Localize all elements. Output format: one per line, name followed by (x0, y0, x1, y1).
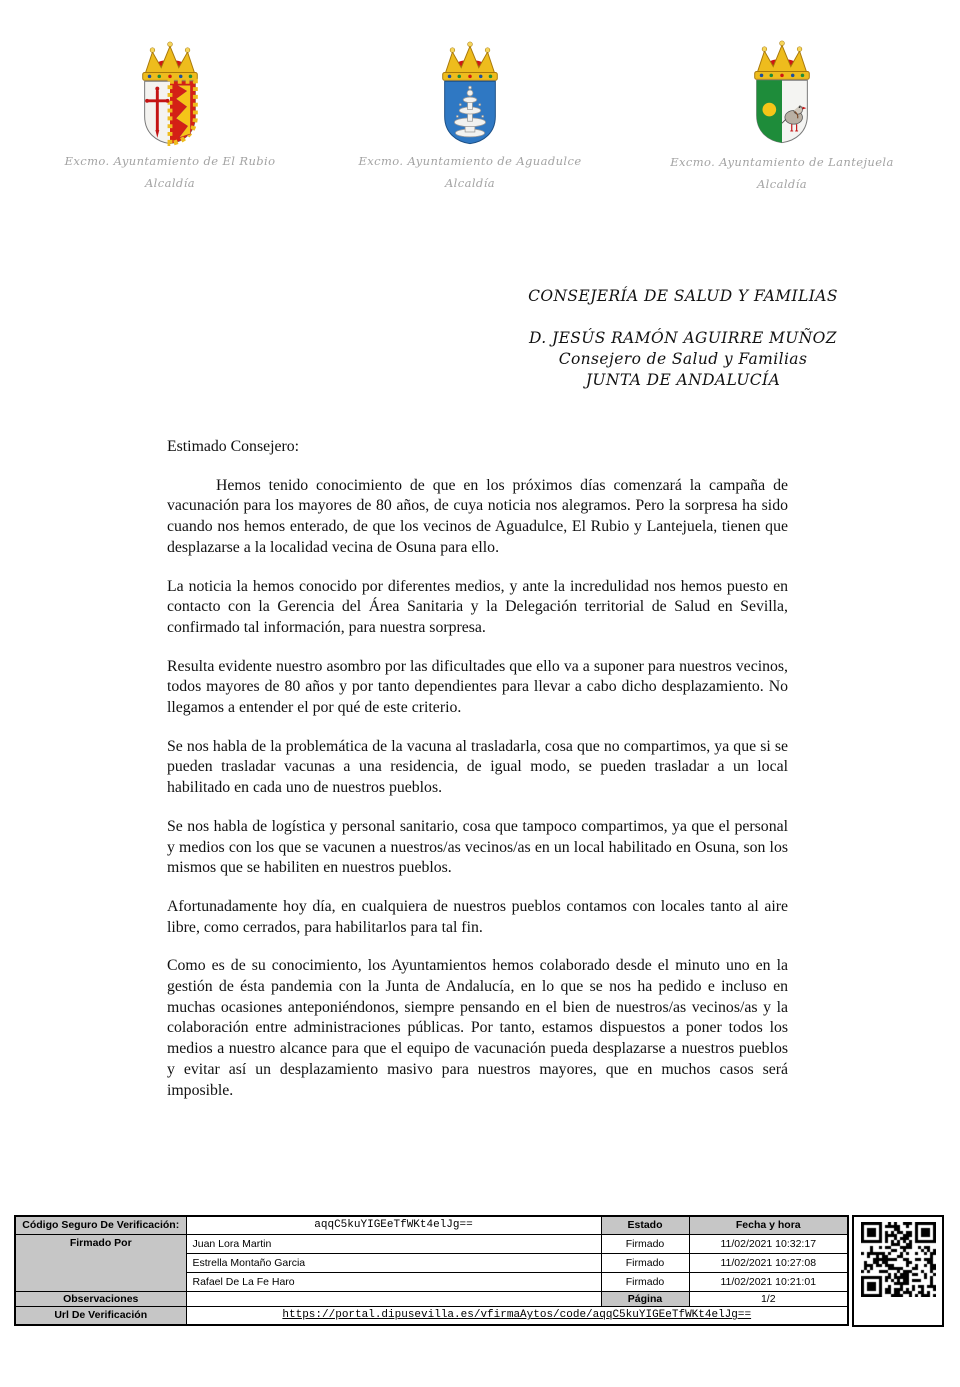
signer-name: Estrella Montaño Garcia (186, 1253, 601, 1272)
signer-status: Firmado (601, 1272, 689, 1291)
url-cell (186, 1306, 848, 1325)
url-label: Url De Verificación (15, 1306, 186, 1325)
estado-header: Estado (601, 1216, 689, 1234)
observaciones-value (186, 1291, 601, 1306)
crest-lantejuela (662, 35, 902, 195)
signer-datetime: 11/02/2021 10:21:01 (689, 1272, 848, 1291)
observaciones-label: Observaciones (15, 1291, 186, 1306)
signer-datetime: 11/02/2021 10:27:08 (689, 1253, 848, 1272)
fecha-header: Fecha y hora (689, 1216, 848, 1234)
firmado-por-label: Firmado Por (15, 1234, 186, 1291)
csv-value: aqqC5kuYIGEeTfWKt4elJg== (186, 1216, 601, 1234)
signer-datetime: 11/02/2021 10:32:17 (689, 1234, 848, 1253)
crest-caption-line1: Excmo. Ayuntamiento de El Rubio (64, 154, 276, 168)
recipient-government: JUNTA DE ANDALUCÍA (585, 371, 781, 389)
crest-caption-line2: Alcaldía (756, 177, 808, 191)
signer-status: Firmado (601, 1253, 689, 1272)
paragraph-6: Afortunadamente hoy día, en cualquiera de nuestros pueblos contamos con locales tanto al aire libre, como cerrados, para habilitarlos para tal fin. (167, 897, 788, 936)
crest-caption-line1: Excmo. Ayuntamiento de Lantejuela (670, 155, 894, 169)
recipient-title: Consejero de Salud y Familias (558, 350, 808, 368)
crest-caption-line2: Alcaldía (144, 176, 196, 190)
crest-aguadulce (350, 38, 590, 194)
paragraph-7: Como es de su conocimiento, los Ayuntamientos hemos colaborado desde el minuto uno en la gestión de ésta pandemia con la Junta de Andalucía, en lo que se nos ha pedido e incluso en muchas ocasiones anteponiéndonos, siempre pensando en el bien de nuestros/as vecinos/as y la colaboración entre administraciones públicas. Por tanto, estamos dispuestos a poner todos los medios a nuestro alcance para que el equipo de vacunación pueda desplazarse a nuestros pueblos y evitar así un desplazamiento masivo para nuestros mayores, que en muchos casos será imposible. (167, 957, 788, 1099)
pagina-label: Página (601, 1291, 689, 1306)
salutation: Estimado Consejero: (167, 438, 300, 455)
crest-caption-line2: Alcaldía (444, 176, 496, 190)
paragraph-1: Hemos tenido conocimiento de que en los próximos días comenzará la campaña de vacunación para los mayores de 80 años, de cuya noticia nos alegramos. Pero la sorpresa ha sido cuando nos hemos enterado, de que los vecinos de Aguadulce, El Rubio y Lantejuela, tienen que desplazarse a la localidad vecina de Osuna para ello. (167, 476, 788, 556)
recipient-organization: CONSEJERÍA DE SALUD Y FAMILIAS (528, 287, 838, 305)
paragraph-4: Se nos habla de la problemática de la vacuna al trasladarla, cosa que no compartimos, ya que si se pueden trasladar vacunas a una residencia, de igual modo, se pueden trasladar a un local habilitado en cada uno de nuestros pueblos. (167, 737, 788, 797)
paragraph-3: Resulta evidente nuestro asombro por las dificultades que ello va a suponer para nuestros vecinos, todos mayores de 80 años y por tanto dependientes para llevar a cabo dicho desplazamiento. No llegamos a entender el por qué de este criterio. (167, 657, 788, 717)
lantejuela-crest-icon (743, 35, 821, 147)
paragraph-5: Se nos habla de logística y personal sanitario, cosa que tampoco compartimos, ya que el personal y medios con los que se vacunen a nuestros/as vecinos/as en un local habilitado en Osuna, son los mismos que se habiliten en nuestros pueblos. (167, 817, 788, 877)
aguadulce-crest-icon (431, 38, 509, 146)
pagina-value: 1/2 (689, 1291, 848, 1306)
csv-label: Código Seguro De Verificación: (15, 1216, 186, 1234)
qr-code (852, 1215, 944, 1327)
recipient-name: D. JESÚS RAMÓN AGUIRRE MUÑOZ (529, 329, 837, 347)
signer-name: Juan Lora Martin (186, 1234, 601, 1253)
paragraph-2: La noticia la hemos conocido por diferentes medios, y ante la incredulidad nos hemos puesto en contacto con la Gerencia del Área Sanitaria y la Delegación territorial de Salud en Sevilla, confirmado tal información, para nuestra sorpresa. (167, 577, 788, 636)
el-rubio-crest-icon (131, 38, 209, 146)
qr-code-canvas (861, 1222, 936, 1297)
crest-el-rubio (50, 38, 290, 194)
signer-name: Rafael De La Fe Haro (186, 1272, 601, 1291)
crest-caption-line1: Excmo. Ayuntamiento de Aguadulce (358, 154, 582, 168)
letter-body (167, 437, 788, 1119)
recipient-block (463, 286, 903, 391)
signer-status: Firmado (601, 1234, 689, 1253)
signature-verification-table (14, 1215, 849, 1326)
verification-url-link[interactable]: https://portal.dipusevilla.es/vfirmaAytos/code/aqqC5kuYIGEeTfWKt4elJg== (282, 1309, 752, 1322)
